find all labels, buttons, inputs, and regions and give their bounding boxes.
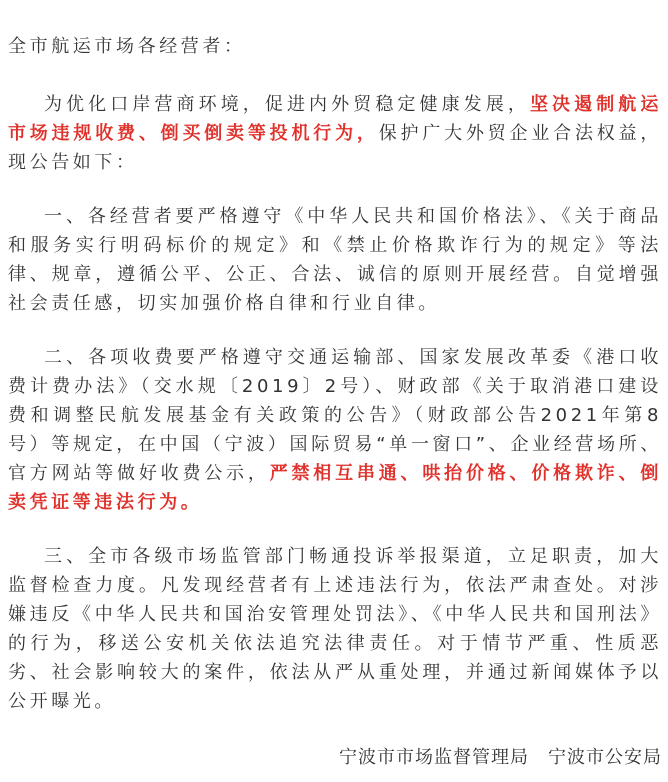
paragraph-clause-3 <box>8 542 662 716</box>
paragraph-intro <box>8 90 662 177</box>
paragraph-clause-2 <box>8 343 662 517</box>
text-segment: 二、各项收费要严格遵守交通运输部、国家发展改革委《港口收费计费办法》（交水规〔2019〕2号）、财政部《关于取消港口建设费和调整民航发展基金有关政策的公告》（财政部公告2021年第8号）等规定，在中国（宁波）国际贸易“单一窗口”、企业经营场所、官方网站等做好收费公示， <box>8 347 662 484</box>
salutation: 全市航运市场各经营者： <box>8 36 246 57</box>
text-segment: 保护广大外贸企业合法权益，现公告如下： <box>8 123 662 173</box>
highlight-segment: 坚决遏制航运市场违规收费、倒买倒卖等投机行为， <box>8 94 662 144</box>
highlight-segment: 严禁相互串通、哄抬价格、价格欺诈、倒卖凭证等违法行为。 <box>8 463 662 513</box>
signature: 宁波市市场监督管理局 宁波市公安局 <box>339 747 662 768</box>
paragraph-clause-1 <box>8 202 662 318</box>
text-segment: 一、各经营者要严格遵守《中华人民共和国价格法》、《关于商品和服务实行明码标价的规定》和《禁止价格欺诈行为的规定》等法律、规章，遵循公平、公正、合法、诚信的原则开展经营。自觉增强社会责任感，切实加强价格自律和行业自律。 <box>8 206 662 314</box>
text-segment: 三、全市各级市场监管部门畅通投诉举报渠道，立足职责，加大监督检查力度。凡发现经营者有上述违法行为，依法严肃查处。对涉嫌违反《中华人民共和国治安管理处罚法》、《中华人民共和国刑法》的行为，移送公安机关依法追究法律责任。对于情节严重、性质恶劣、社会影响较大的案件，依法从严从重处理，并通过新闻媒体予以公开曝光。 <box>8 546 662 712</box>
text-segment: 为优化口岸营商环境，促进内外贸稳定健康发展， <box>44 94 530 115</box>
